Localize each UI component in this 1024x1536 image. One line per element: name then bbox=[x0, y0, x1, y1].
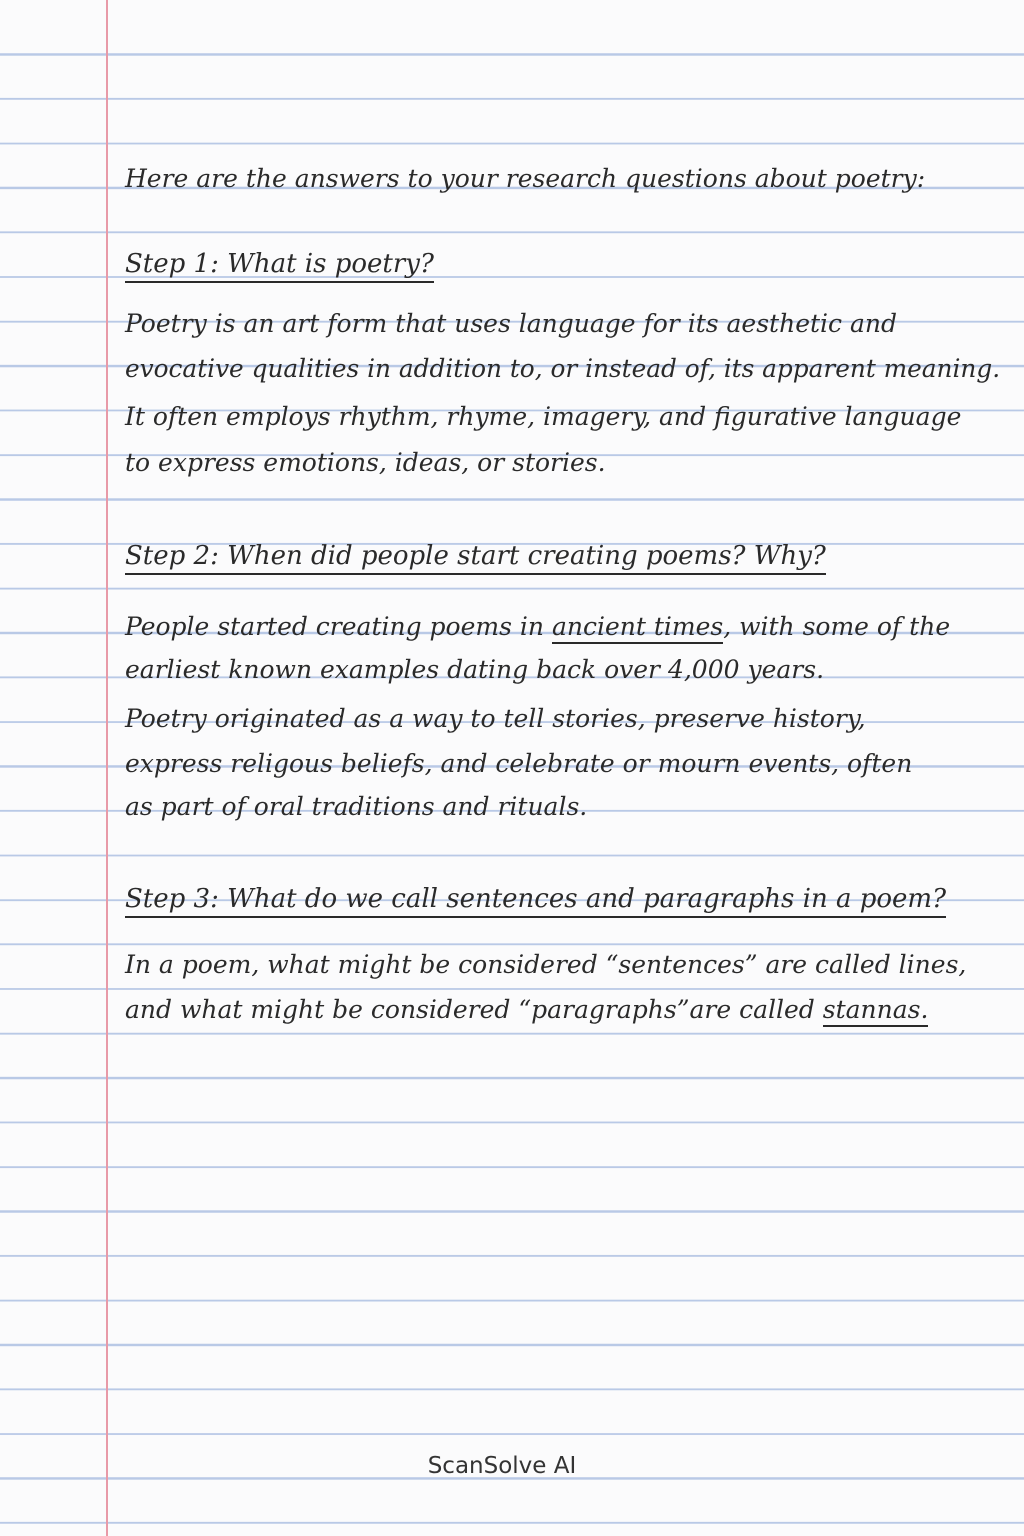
underlined-phrase: ancient times bbox=[552, 612, 723, 644]
step2-heading: Step 2: When did people start creating poems? Why? bbox=[125, 543, 826, 575]
step1-line: evocative qualities in addition to, or instead of, its apparent meaning. bbox=[125, 354, 1001, 383]
step3-line-1: In a poem, what might be considered “sentences” are called lines, bbox=[125, 950, 967, 979]
margin-line bbox=[106, 0, 108, 1536]
step1-line: to express emotions, ideas, or stories. bbox=[125, 448, 606, 477]
step1-line: Poetry is an art form that uses language for its aesthetic and bbox=[125, 309, 897, 338]
step1-heading: Step 1: What is poetry? bbox=[125, 251, 434, 283]
step2-line-1: People started creating poems in ancient times, with some of the bbox=[125, 614, 950, 639]
step2-line: Poetry originated as a way to tell stories, preserve history, bbox=[125, 704, 866, 733]
brand-watermark: ScanSolve AI bbox=[427, 1453, 577, 1479]
step2-line: express religous beliefs, and celebrate or mourn events, often bbox=[125, 749, 913, 778]
step3-heading: Step 3: What do we call sentences and paragraphs in a poem? bbox=[125, 886, 946, 918]
underlined-word: stannas. bbox=[823, 995, 929, 1027]
step3-line-2: and what might be considered “paragraphs”are called stannas. bbox=[125, 997, 928, 1022]
step2-line: as part of oral traditions and rituals. bbox=[125, 792, 588, 821]
intro-text: Here are the answers to your research questions about poetry: bbox=[125, 164, 926, 193]
step2-line: earliest known examples dating back over 4,000 years. bbox=[125, 655, 825, 684]
step1-line: It often employs rhythm, rhyme, imagery, and figurative language bbox=[125, 402, 962, 431]
